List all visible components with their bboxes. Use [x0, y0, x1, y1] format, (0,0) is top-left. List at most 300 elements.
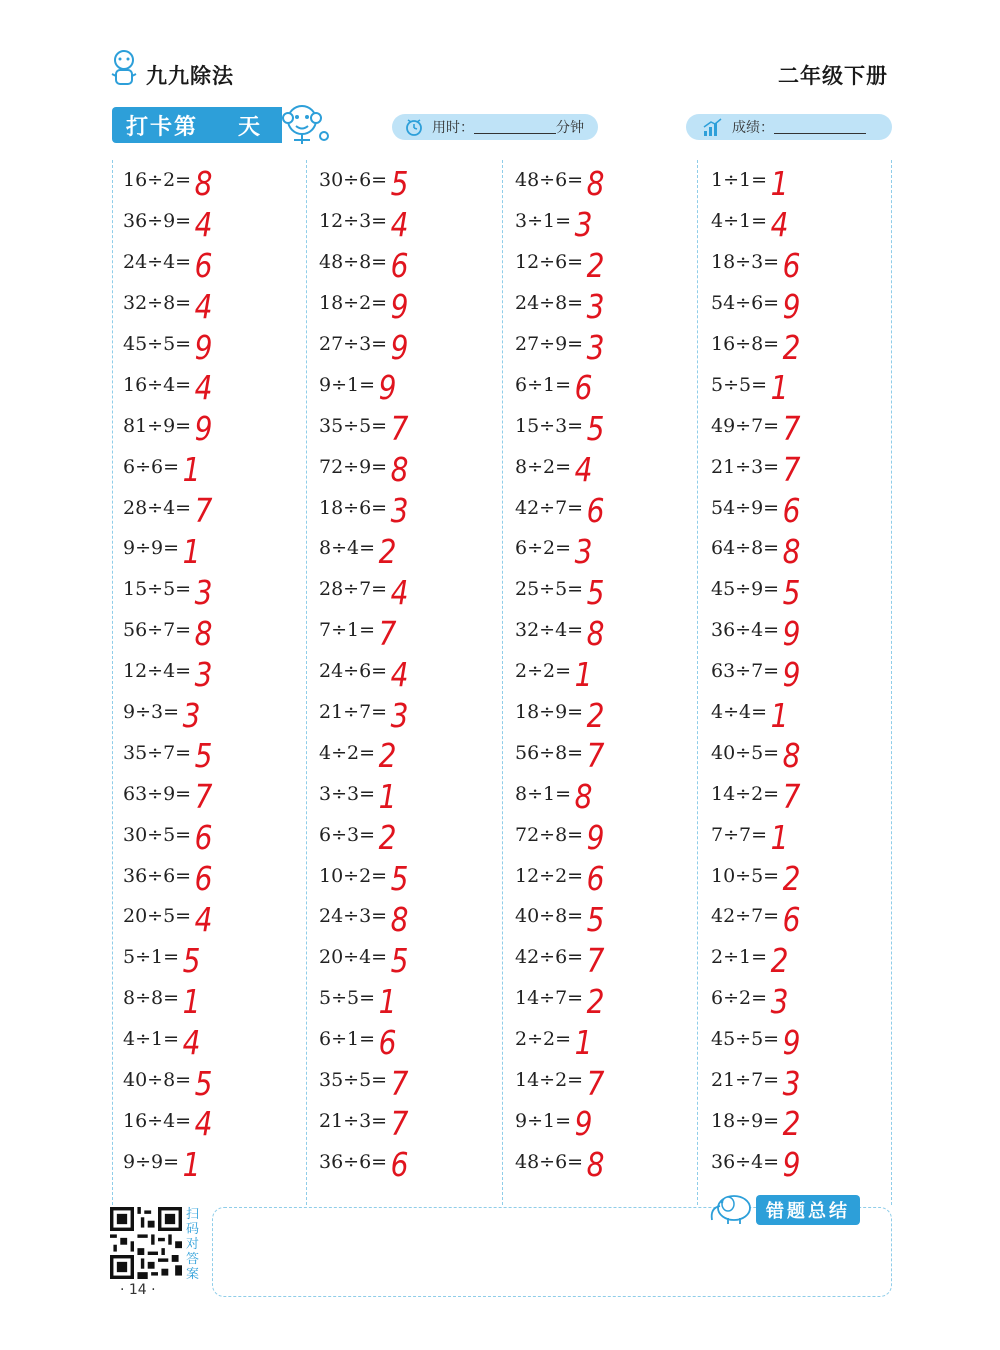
- handwritten-answer[interactable]: 1: [182, 531, 201, 571]
- problem-expression: 20÷4=: [319, 946, 388, 969]
- handwritten-answer[interactable]: 6: [390, 1145, 409, 1185]
- problem-expression: 3÷3=: [319, 782, 376, 805]
- problem-expression: 14÷7=: [515, 987, 584, 1010]
- problem-row: [711, 487, 901, 531]
- problem-expression: 7÷1=: [319, 619, 376, 642]
- handwritten-answer[interactable]: 9: [782, 654, 801, 694]
- problem-expression: 14÷2=: [515, 1069, 584, 1092]
- handwritten-answer[interactable]: 7: [782, 450, 801, 490]
- problem-expression: 12÷3=: [319, 210, 388, 233]
- handwritten-answer[interactable]: 2: [782, 859, 801, 899]
- problem-expression: 27÷9=: [515, 333, 584, 355]
- problem-row: [319, 446, 509, 490]
- problem-row: [711, 242, 901, 283]
- problem-expression: 27÷3=: [319, 333, 388, 355]
- handwritten-answer[interactable]: 4: [194, 899, 213, 939]
- problem-row: [515, 446, 705, 490]
- handwritten-answer[interactable]: 3: [782, 1063, 801, 1103]
- score-input[interactable]: [774, 120, 866, 134]
- problem-row: [515, 324, 705, 365]
- problem-row: [711, 1100, 901, 1144]
- problem-expression: 3÷1=: [515, 210, 572, 233]
- handwritten-answer[interactable]: 1: [574, 654, 593, 694]
- time-label: 用时：: [432, 120, 474, 136]
- problem-row: [515, 692, 705, 733]
- problem-expression: 4÷2=: [319, 741, 376, 764]
- problem-expression: 15÷5=: [123, 578, 192, 601]
- problem-row: [515, 1060, 705, 1101]
- handwritten-answer[interactable]: 5: [194, 736, 213, 776]
- handwritten-answer[interactable]: 6: [782, 491, 801, 531]
- problem-row: [711, 814, 901, 858]
- problem-row: [711, 855, 901, 899]
- handwritten-answer[interactable]: 5: [586, 899, 605, 939]
- problem-row: [123, 732, 313, 776]
- handwritten-answer[interactable]: 3: [586, 327, 605, 367]
- handwritten-answer[interactable]: 6: [194, 245, 213, 285]
- checkin-prefix: 打卡第: [126, 114, 199, 140]
- handwritten-answer[interactable]: 4: [390, 204, 409, 244]
- problem-row: [711, 364, 901, 408]
- handwritten-answer[interactable]: 9: [194, 327, 213, 367]
- problem-expression: 16÷8=: [711, 333, 780, 355]
- handwritten-answer[interactable]: 2: [782, 327, 801, 367]
- problem-row: [123, 1019, 313, 1060]
- handwritten-answer[interactable]: 7: [390, 1104, 409, 1144]
- score-field: [686, 114, 892, 140]
- handwritten-answer[interactable]: 1: [574, 1022, 593, 1062]
- problem-expression: 4÷1=: [123, 1028, 180, 1051]
- handwritten-answer[interactable]: 4: [390, 654, 409, 694]
- handwritten-answer[interactable]: 3: [194, 654, 213, 694]
- handwritten-answer[interactable]: 3: [586, 286, 605, 326]
- problem-row: [123, 364, 313, 408]
- handwritten-answer[interactable]: 5: [390, 859, 409, 899]
- problem-row: [515, 855, 705, 899]
- handwritten-answer[interactable]: 9: [782, 286, 801, 326]
- handwritten-answer[interactable]: 6: [378, 1022, 397, 1062]
- problem-expression: 15÷3=: [515, 414, 584, 437]
- bar-chart-icon: [702, 117, 724, 137]
- problem-row: [123, 446, 313, 490]
- problem-expression: 6÷3=: [319, 823, 376, 846]
- clock-icon: [404, 117, 424, 137]
- problem-row: [123, 692, 313, 733]
- problem-row: [319, 364, 509, 408]
- handwritten-answer[interactable]: 7: [390, 409, 409, 449]
- problem-expression: 9÷1=: [319, 373, 376, 396]
- problem-expression: 14÷2=: [711, 782, 780, 805]
- problem-expression: 45÷9=: [711, 578, 780, 601]
- problem-row: [319, 324, 509, 365]
- problem-row: [515, 201, 705, 242]
- handwritten-answer[interactable]: 9: [574, 1104, 593, 1144]
- problem-row: [711, 651, 901, 692]
- handwritten-answer[interactable]: 5: [390, 940, 409, 980]
- problem-row: [319, 160, 509, 201]
- problem-row: [123, 855, 313, 899]
- problem-row: [711, 732, 901, 776]
- problem-row: [515, 1100, 705, 1144]
- handwritten-answer[interactable]: 1: [182, 981, 201, 1021]
- problem-row: [711, 569, 901, 610]
- handwritten-answer[interactable]: 1: [770, 368, 789, 408]
- handwritten-answer[interactable]: 7: [586, 1063, 605, 1103]
- mistakes-summary-title: 错题总结: [756, 1195, 860, 1225]
- problem-expression: 5÷5=: [319, 987, 376, 1010]
- problem-row: [319, 1100, 509, 1144]
- handwritten-answer[interactable]: 2: [378, 531, 397, 571]
- handwritten-answer[interactable]: 8: [574, 777, 593, 817]
- handwritten-answer[interactable]: 8: [390, 899, 409, 939]
- handwritten-answer[interactable]: 2: [586, 981, 605, 1021]
- problem-row: [515, 569, 705, 610]
- problem-row: [319, 610, 509, 651]
- handwritten-answer[interactable]: 6: [586, 491, 605, 531]
- handwritten-answer[interactable]: 9: [390, 286, 409, 326]
- handwritten-answer[interactable]: 7: [378, 613, 397, 653]
- problem-row: [515, 160, 705, 201]
- problem-expression: 21÷7=: [319, 701, 388, 724]
- problem-expression: 32÷8=: [123, 292, 192, 315]
- problem-column-4: [711, 160, 901, 1185]
- problem-expression: 20÷5=: [123, 905, 192, 928]
- handwritten-answer[interactable]: 3: [574, 531, 593, 571]
- problem-expression: 21÷3=: [711, 455, 780, 478]
- handwritten-answer[interactable]: 6: [782, 245, 801, 285]
- problem-expression: 6÷2=: [711, 987, 768, 1010]
- handwritten-answer[interactable]: 5: [194, 1063, 213, 1103]
- handwritten-answer[interactable]: 4: [574, 450, 593, 490]
- handwritten-answer[interactable]: 6: [586, 859, 605, 899]
- problem-expression: 18÷3=: [711, 251, 780, 274]
- problem-row: [711, 283, 901, 324]
- problem-row: [711, 446, 901, 490]
- handwritten-answer[interactable]: 1: [182, 1145, 201, 1185]
- handwritten-answer[interactable]: 8: [390, 450, 409, 490]
- problem-expression: 6÷6=: [123, 455, 180, 478]
- handwritten-answer[interactable]: 9: [782, 1022, 801, 1062]
- problem-row: [123, 896, 313, 937]
- problem-expression: 63÷7=: [711, 660, 780, 683]
- monkey-mascot-icon: [280, 100, 332, 148]
- problem-row: [123, 569, 313, 610]
- problem-row: [319, 528, 509, 569]
- problem-expression: 42÷6=: [515, 946, 584, 969]
- handwritten-answer[interactable]: 1: [378, 981, 397, 1021]
- handwritten-answer[interactable]: 5: [586, 572, 605, 612]
- problem-expression: 24÷4=: [123, 251, 192, 274]
- problem-row: [711, 1141, 901, 1185]
- problem-expression: 6÷1=: [319, 1028, 376, 1051]
- problem-row: [319, 487, 509, 531]
- problem-row: [123, 405, 313, 449]
- handwritten-answer[interactable]: 9: [194, 409, 213, 449]
- handwritten-answer[interactable]: 7: [390, 1063, 409, 1103]
- handwritten-answer[interactable]: 2: [770, 940, 789, 980]
- problem-expression: 12÷2=: [515, 864, 584, 887]
- problem-column-1: [123, 160, 313, 1185]
- handwritten-answer[interactable]: 8: [194, 613, 213, 653]
- handwritten-answer[interactable]: 5: [586, 409, 605, 449]
- qr-code-icon[interactable]: [110, 1207, 182, 1279]
- problem-expression: 6÷1=: [515, 373, 572, 396]
- problem-expression: 10÷5=: [711, 864, 780, 887]
- handwritten-answer[interactable]: 4: [194, 368, 213, 408]
- problem-row: [711, 160, 901, 201]
- problem-expression: 35÷5=: [319, 1069, 388, 1092]
- problem-expression: 72÷8=: [515, 823, 584, 846]
- mascot-logo-icon: [108, 48, 140, 88]
- problem-row: [711, 324, 901, 365]
- problem-row: [319, 569, 509, 610]
- handwritten-answer[interactable]: 6: [194, 818, 213, 858]
- problem-expression: 16÷4=: [123, 373, 192, 396]
- handwritten-answer[interactable]: 5: [182, 940, 201, 980]
- handwritten-answer[interactable]: 1: [770, 818, 789, 858]
- problem-expression: 64÷8=: [711, 537, 780, 560]
- problem-expression: 45÷5=: [711, 1028, 780, 1051]
- handwritten-answer[interactable]: 8: [194, 163, 213, 203]
- problem-row: [515, 364, 705, 408]
- handwritten-answer[interactable]: 8: [586, 613, 605, 653]
- problem-expression: 5÷1=: [123, 946, 180, 969]
- problem-row: [123, 201, 313, 242]
- handwritten-answer[interactable]: 3: [182, 695, 201, 735]
- handwritten-answer[interactable]: 4: [390, 572, 409, 612]
- handwritten-answer[interactable]: 8: [586, 163, 605, 203]
- problem-row: [123, 937, 313, 978]
- problem-expression: 36÷4=: [711, 619, 780, 642]
- score-label: 成绩：: [732, 120, 774, 136]
- problem-row: [711, 692, 901, 733]
- handwritten-answer[interactable]: 2: [586, 245, 605, 285]
- handwritten-answer[interactable]: 3: [770, 981, 789, 1021]
- problem-expression: 24÷8=: [515, 292, 584, 315]
- problem-column-3: [515, 160, 705, 1185]
- problem-row: [515, 610, 705, 651]
- problem-row: [711, 937, 901, 978]
- problem-row: [319, 242, 509, 283]
- problem-row: [515, 896, 705, 937]
- grade-label: 二年级下册: [778, 64, 888, 88]
- handwritten-answer[interactable]: 6: [194, 859, 213, 899]
- scan-for-answers-label: 扫码对答案: [186, 1207, 200, 1282]
- problem-row: [515, 487, 705, 531]
- handwritten-answer[interactable]: 8: [782, 736, 801, 776]
- time-input[interactable]: [474, 120, 556, 134]
- problem-row: [319, 405, 509, 449]
- handwritten-answer[interactable]: 3: [194, 572, 213, 612]
- problem-expression: 30÷5=: [123, 823, 192, 846]
- handwritten-answer[interactable]: 2: [782, 1104, 801, 1144]
- problem-row: [711, 610, 901, 651]
- handwritten-answer[interactable]: 2: [378, 736, 397, 776]
- problem-expression: 32÷4=: [515, 619, 584, 642]
- handwritten-answer[interactable]: 1: [770, 695, 789, 735]
- problem-row: [515, 937, 705, 978]
- problem-row: [711, 896, 901, 937]
- handwritten-answer[interactable]: 8: [782, 531, 801, 571]
- handwritten-answer[interactable]: 9: [390, 327, 409, 367]
- problem-expression: 40÷5=: [711, 741, 780, 764]
- problem-row: [123, 978, 313, 1019]
- problem-row: [515, 1019, 705, 1060]
- problem-expression: 72÷9=: [319, 455, 388, 478]
- problem-expression: 21÷3=: [319, 1109, 388, 1132]
- problem-row: [711, 201, 901, 242]
- problem-row: [711, 1019, 901, 1060]
- handwritten-answer[interactable]: 4: [194, 286, 213, 326]
- problem-row: [319, 201, 509, 242]
- problem-row: [123, 324, 313, 365]
- problem-expression: 35÷7=: [123, 741, 192, 764]
- problem-expression: 12÷4=: [123, 660, 192, 683]
- problem-expression: 4÷1=: [711, 210, 768, 233]
- problem-row: [319, 896, 509, 937]
- problem-row: [515, 283, 705, 324]
- problem-expression: 9÷9=: [123, 1150, 180, 1173]
- problem-row: [711, 528, 901, 569]
- problem-row: [515, 528, 705, 569]
- problem-expression: 25÷5=: [515, 578, 584, 601]
- problem-row: [515, 978, 705, 1019]
- handwritten-answer[interactable]: 6: [574, 368, 593, 408]
- handwritten-answer[interactable]: 3: [390, 695, 409, 735]
- problem-row: [123, 1141, 313, 1185]
- problem-expression: 35÷5=: [319, 414, 388, 437]
- column-divider: [112, 160, 113, 1205]
- problem-expression: 42÷7=: [711, 905, 780, 928]
- problem-row: [515, 242, 705, 283]
- problem-row: [319, 1141, 509, 1185]
- problem-row: [319, 1060, 509, 1101]
- problem-expression: 7÷7=: [711, 823, 768, 846]
- page-number: · 14 ·: [120, 1282, 156, 1298]
- problem-row: [711, 1060, 901, 1101]
- problem-row: [123, 1100, 313, 1144]
- handwritten-answer[interactable]: 2: [378, 818, 397, 858]
- problem-expression: 9÷9=: [123, 537, 180, 560]
- problem-expression: 18÷6=: [319, 496, 388, 519]
- handwritten-answer[interactable]: 1: [770, 163, 789, 203]
- problem-row: [711, 405, 901, 449]
- handwritten-answer[interactable]: 5: [782, 572, 801, 612]
- problem-expression: 36÷6=: [319, 1150, 388, 1173]
- problem-expression: 4÷4=: [711, 701, 768, 724]
- problem-expression: 5÷5=: [711, 373, 768, 396]
- problem-row: [123, 528, 313, 569]
- handwritten-answer[interactable]: 7: [782, 777, 801, 817]
- problem-expression: 16÷2=: [123, 169, 192, 192]
- problem-row: [711, 978, 901, 1019]
- handwritten-answer[interactable]: 5: [390, 163, 409, 203]
- problem-expression: 21÷7=: [711, 1069, 780, 1092]
- handwritten-answer[interactable]: 4: [182, 1022, 201, 1062]
- checkin-suffix: 天: [238, 114, 263, 140]
- handwritten-answer[interactable]: 2: [586, 695, 605, 735]
- problem-expression: 18÷2=: [319, 292, 388, 315]
- problem-expression: 40÷8=: [515, 905, 584, 928]
- time-field: [392, 114, 598, 140]
- time-unit: 分钟: [556, 120, 584, 136]
- problem-expression: 81÷9=: [123, 414, 192, 437]
- problem-expression: 30÷6=: [319, 169, 388, 192]
- problem-expression: 2÷2=: [515, 1028, 572, 1051]
- problem-expression: 18÷9=: [711, 1109, 780, 1132]
- handwritten-answer[interactable]: 9: [586, 818, 605, 858]
- handwritten-answer[interactable]: 6: [782, 899, 801, 939]
- problem-row: [319, 937, 509, 978]
- problem-expression: 8÷8=: [123, 987, 180, 1010]
- handwritten-answer[interactable]: 8: [586, 1145, 605, 1185]
- problem-expression: 1÷1=: [711, 169, 768, 192]
- problem-expression: 54÷6=: [711, 292, 780, 315]
- problem-row: [515, 814, 705, 858]
- problem-expression: 16÷4=: [123, 1109, 192, 1132]
- problem-expression: 9÷3=: [123, 701, 180, 724]
- problem-expression: 28÷4=: [123, 496, 192, 519]
- problem-row: [123, 773, 313, 817]
- handwritten-answer[interactable]: 7: [194, 777, 213, 817]
- problem-row: [319, 1019, 509, 1060]
- handwritten-answer[interactable]: 4: [770, 204, 789, 244]
- problem-row: [515, 651, 705, 692]
- problem-expression: 10÷2=: [319, 864, 388, 887]
- checkin-banner: [112, 107, 282, 143]
- handwritten-answer[interactable]: 6: [390, 245, 409, 285]
- handwritten-answer[interactable]: 4: [194, 1104, 213, 1144]
- problem-expression: 28÷7=: [319, 578, 388, 601]
- problem-expression: 24÷6=: [319, 660, 388, 683]
- handwritten-answer[interactable]: 7: [782, 409, 801, 449]
- problem-expression: 12÷6=: [515, 251, 584, 274]
- handwritten-answer[interactable]: 3: [574, 204, 593, 244]
- problem-expression: 63÷9=: [123, 782, 192, 805]
- problem-column-2: [319, 160, 509, 1185]
- handwritten-answer[interactable]: 4: [194, 204, 213, 244]
- problem-expression: 8÷2=: [515, 455, 572, 478]
- handwritten-answer[interactable]: 9: [378, 368, 397, 408]
- problem-row: [711, 773, 901, 817]
- problem-row: [319, 651, 509, 692]
- problem-row: [319, 283, 509, 324]
- problem-row: [123, 283, 313, 324]
- problem-row: [123, 487, 313, 531]
- handwritten-answer[interactable]: 9: [782, 1145, 801, 1185]
- problem-row: [123, 814, 313, 858]
- problem-expression: 8÷4=: [319, 537, 376, 560]
- problem-expression: 56÷8=: [515, 741, 584, 764]
- problem-row: [319, 732, 509, 776]
- handwritten-answer[interactable]: 7: [586, 736, 605, 776]
- handwritten-answer[interactable]: 3: [390, 491, 409, 531]
- elephant-icon: [706, 1190, 758, 1226]
- problem-row: [319, 855, 509, 899]
- handwritten-answer[interactable]: 1: [378, 777, 397, 817]
- problem-row: [515, 405, 705, 449]
- problem-expression: 54÷9=: [711, 496, 780, 519]
- handwritten-answer[interactable]: 7: [586, 940, 605, 980]
- handwritten-answer[interactable]: 7: [194, 491, 213, 531]
- problem-expression: 42÷7=: [515, 496, 584, 519]
- problem-row: [123, 1060, 313, 1101]
- problem-expression: 8÷1=: [515, 782, 572, 805]
- handwritten-answer[interactable]: 9: [782, 613, 801, 653]
- problem-row: [319, 773, 509, 817]
- problem-expression: 56÷7=: [123, 619, 192, 642]
- handwritten-answer[interactable]: 1: [182, 450, 201, 490]
